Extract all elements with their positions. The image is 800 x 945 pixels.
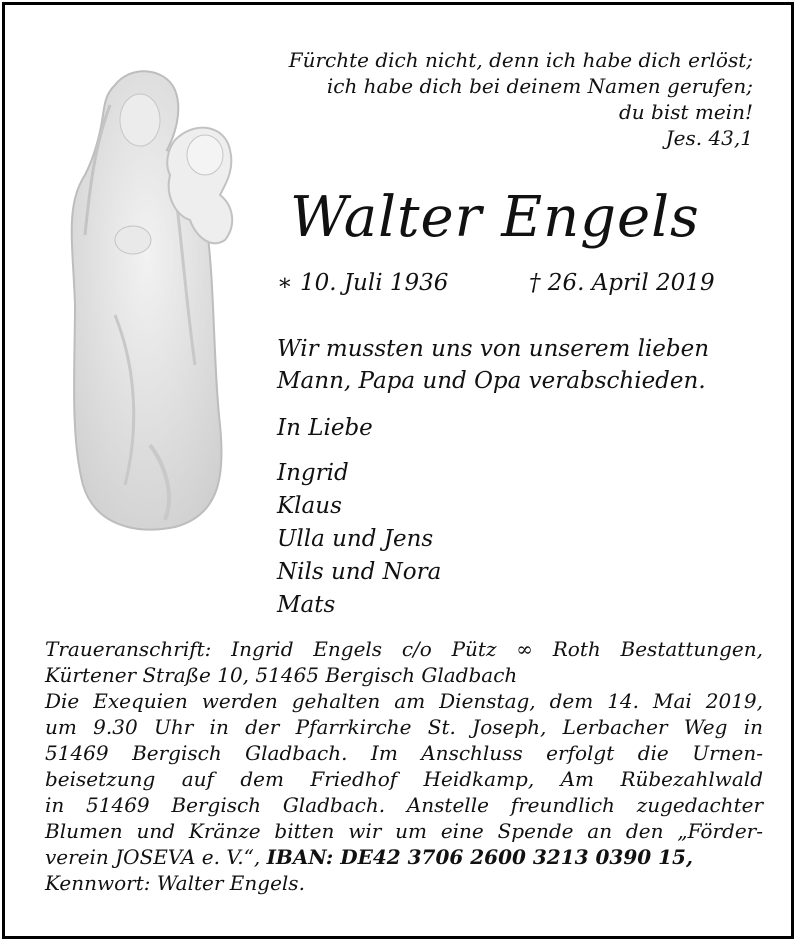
iban: IBAN: DE42 3706 2600 3213 0390 15 — [266, 845, 686, 869]
family-member: Nils und Nora — [277, 559, 442, 585]
details-line: Blumen und Kränze bitten wir um eine Spende an den „Förder- — [45, 819, 763, 843]
family-member: Ulla und Jens — [277, 526, 434, 552]
bible-verse — [289, 47, 753, 151]
birth-date: ∗ 10. Juli 1936 — [277, 270, 449, 296]
family-list — [277, 457, 441, 622]
farewell-text — [277, 333, 709, 397]
farewell-line: Wir mussten uns von unserem lieben — [277, 336, 710, 362]
details-line: 51469 Bergisch Gladbach. Im Anschluss erfolgt die Urnen- — [45, 741, 763, 765]
in-love-label: In Liebe — [277, 415, 373, 441]
deceased-name: Walter Engels — [290, 185, 700, 250]
iban-comma: , — [685, 845, 693, 869]
mourning-address-line: Kürtener Straße 10, 51465 Bergisch Gladbach — [45, 663, 518, 687]
verse-reference: Jes. 43,1 — [665, 126, 753, 150]
obituary-card — [2, 2, 794, 939]
verse-line: Fürchte dich nicht, denn ich habe dich erlöst; — [288, 48, 753, 72]
details-line: um 9.30 Uhr in der Pfarrkirche St. Joseph, Lerbacher Weg in — [45, 715, 763, 739]
keyword-line: Kennwort: Walter Engels. — [45, 871, 305, 895]
verse-line: du bist mein! — [618, 100, 753, 124]
verse-line: ich habe dich bei deinem Namen gerufen; — [326, 74, 753, 98]
association-text: verein JOSEVA e. V.“, — [45, 845, 267, 869]
farewell-line: Mann, Papa und Opa verabschieden. — [277, 368, 706, 394]
family-member: Ingrid — [277, 460, 349, 486]
details-line: beisetzung auf dem Friedhof Heidkamp, Am Rübezahlwald — [45, 767, 763, 791]
madonna-statue-image — [55, 65, 245, 535]
mourning-address-line: Traueranschrift: Ingrid Engels c/o Pütz ∞ Roth Bestattungen, — [45, 637, 763, 661]
death-date: † 26. April 2019 — [529, 270, 715, 296]
details-line: in 51469 Bergisch Gladbach. Anstelle freundlich zugedachter — [45, 793, 763, 817]
details-line — [45, 844, 763, 870]
family-member: Mats — [277, 592, 336, 618]
family-member: Klaus — [277, 493, 342, 519]
details-line: Die Exequien werden gehalten am Dienstag, dem 14. Mai 2019, — [45, 689, 763, 713]
funeral-details — [45, 636, 763, 896]
